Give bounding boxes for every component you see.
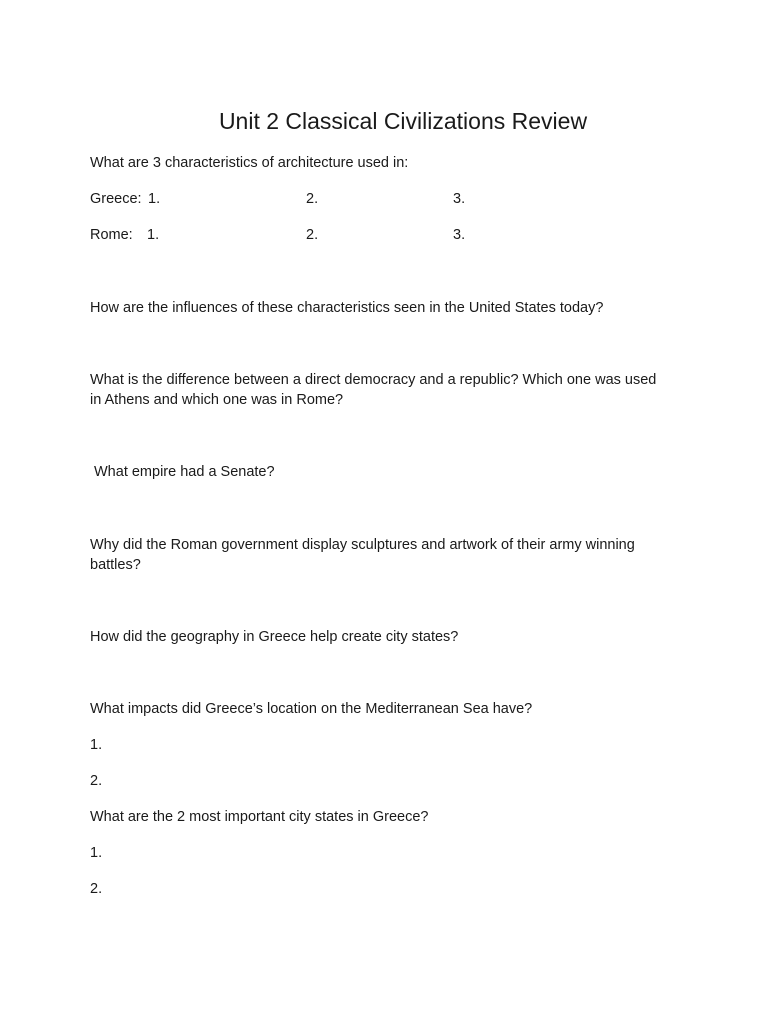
question-mediterranean: What impacts did Greece’s location on the Mediterranean Sea have? — [90, 701, 533, 717]
greece-item-1: 1. — [148, 191, 161, 207]
page-title: Unit 2 Classical Civilizations Review — [218, 108, 588, 134]
greece-label: Greece: — [90, 191, 142, 207]
rome-item-2: 2. — [306, 227, 319, 243]
city-states-item-2: 2. — [90, 881, 103, 897]
mediterranean-item-1: 1. — [90, 737, 103, 753]
question-influences: How are the influences of these characteristics seen in the United States today? — [90, 300, 604, 316]
question-architecture: What are 3 characteristics of architecture used in: — [90, 155, 409, 171]
question-democracy: What is the difference between a direct democracy and a republic? Which one was used in Athens and which one was in Rome? — [90, 372, 657, 408]
question-roman-art: Why did the Roman government display sculptures and artwork of their army winning battles? — [90, 537, 635, 573]
rome-item-1: 1. — [147, 227, 160, 243]
question-city-states: What are the 2 most important city states in Greece? — [90, 809, 429, 825]
rome-item-3: 3. — [453, 227, 466, 243]
question-senate: What empire had a Senate? — [94, 464, 275, 480]
greece-item-2: 2. — [306, 191, 319, 207]
greece-item-3: 3. — [453, 191, 466, 207]
rome-label: Rome: — [90, 227, 133, 243]
mediterranean-item-2: 2. — [90, 773, 103, 789]
city-states-item-1: 1. — [90, 845, 103, 861]
question-geography: How did the geography in Greece help create city states? — [90, 629, 459, 645]
